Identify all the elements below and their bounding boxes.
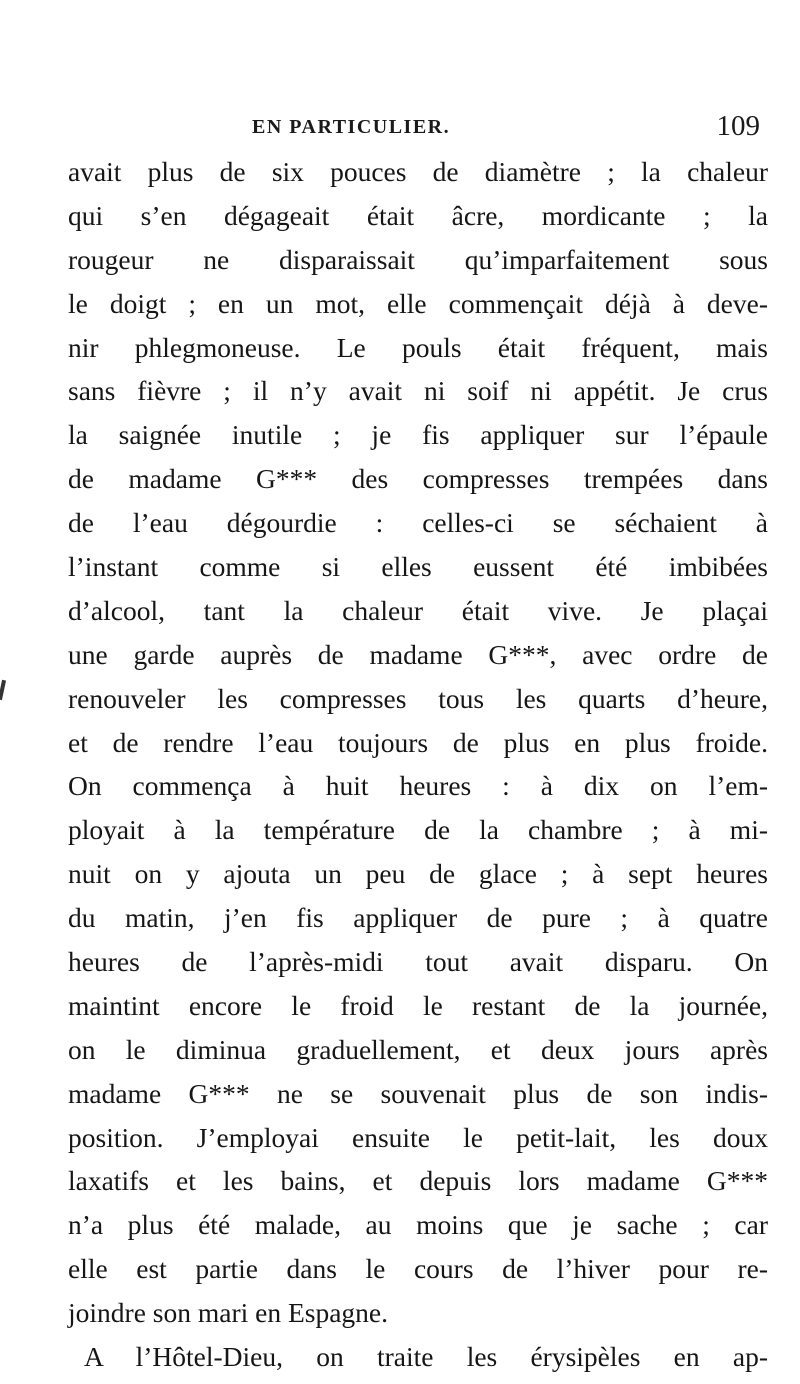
text-line: renouveler les compresses tous les quarts d’heure, bbox=[68, 682, 768, 714]
text-line: le doigt ; en un mot, elle commençait déjà à deve- bbox=[68, 287, 768, 319]
text-line: maintint encore le froid le restant de la journée, bbox=[68, 989, 768, 1021]
running-title: EN PARTICULIER. bbox=[252, 116, 451, 138]
text-line: sans fièvre ; il n’y avait ni soif ni appétit. Je crus bbox=[68, 375, 768, 407]
text-line: madame G*** ne se souvenait plus de son indis- bbox=[68, 1077, 768, 1109]
page-number: 109 bbox=[716, 110, 760, 142]
text-line: avait plus de six pouces de diamètre ; la chaleur bbox=[68, 156, 768, 187]
text-line: rougeur ne disparaissait qu’imparfaitement sous bbox=[68, 243, 768, 275]
running-head bbox=[80, 112, 760, 146]
text-line: d’alcool, tant la chaleur était vive. Je plaçai bbox=[68, 594, 768, 626]
text-line: A l’Hôtel-Dieu, on traite les érysipèles en ap- bbox=[84, 1341, 768, 1373]
text-line: position. J’employai ensuite le petit-lait, les doux bbox=[68, 1121, 768, 1153]
text-line: la saignée inutile ; je fis appliquer sur l’épaule bbox=[68, 419, 768, 451]
text-line: l’instant comme si elles eussent été imbibées bbox=[68, 551, 768, 583]
margin-mark bbox=[0, 680, 6, 700]
text-line: heures de l’après-midi tout avait disparu. On bbox=[68, 946, 768, 978]
text-line: de l’eau dégourdie : celles-ci se séchaient à bbox=[68, 507, 768, 539]
text-line: nir phlegmoneuse. Le pouls était fréquent, mais bbox=[68, 331, 768, 363]
text-line: nuit on y ajouta un peu de glace ; à sept heures bbox=[68, 858, 768, 890]
text-line: joindre son mari en Espagne. bbox=[68, 1297, 388, 1329]
text-line: n’a plus été malade, au moins que je sache ; car bbox=[68, 1209, 768, 1241]
text-line: qui s’en dégageait était âcre, mordicante ; la bbox=[68, 199, 768, 231]
text-line: On commença à huit heures : à dix on l’em- bbox=[68, 770, 768, 802]
body-text bbox=[68, 150, 768, 1379]
text-line: une garde auprès de madame G***, avec ordre de bbox=[68, 638, 768, 670]
text-line: ployait à la température de la chambre ; à mi- bbox=[68, 814, 768, 846]
text-line: de madame G*** des compresses trempées dans bbox=[68, 463, 768, 495]
text-line: laxatifs et les bains, et depuis lors madame G*** bbox=[68, 1165, 768, 1197]
text-line: elle est partie dans le cours de l’hiver pour re- bbox=[68, 1253, 768, 1285]
text-line: et de rendre l’eau toujours de plus en plus froide. bbox=[68, 726, 768, 758]
text-line: on le diminua graduellement, et deux jours après bbox=[68, 1033, 768, 1065]
text-line: du matin, j’en fis appliquer de pure ; à quatre bbox=[68, 902, 768, 934]
